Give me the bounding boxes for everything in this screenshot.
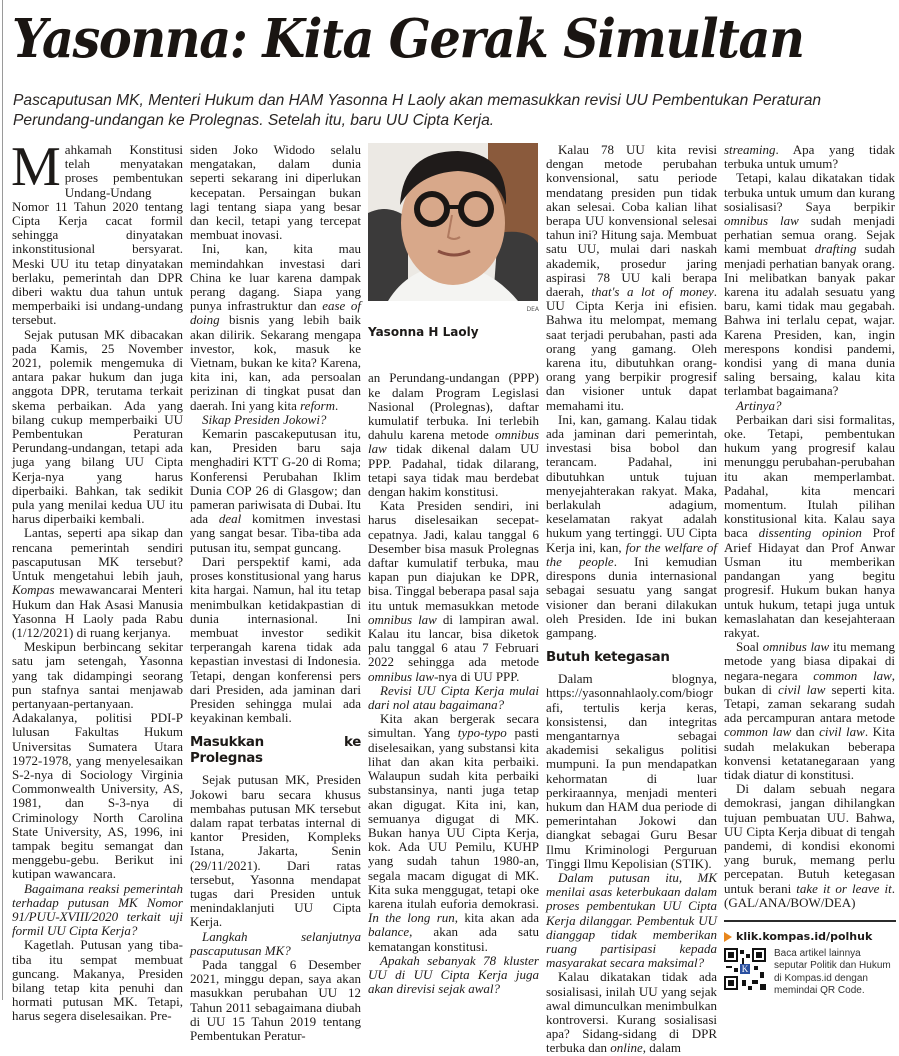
article-column-3 [368,143,539,996]
text-run: . UU Cipta Kerja ini efisien. Bahwa itu melompat, memang saat terjadi perubahan, pasti ada orang yang gamang. Oleh karena itu, dibutuhkan orang-orang yang berpikir progresif dan visioner untuk dapat memahami itu. [546,284,718,413]
article-paragraph [12,526,183,640]
article-paragraph [190,242,361,412]
article-paragraph [190,427,361,555]
text-run: Di dalam sebuah negara demokrasi, jangan dihilangkan tujuan pembuatan UU. Bahwa, UU Cipta Kerja dibuat di tengah pandemi, di kondisi ekonomi yang buruk, memang perlu percepatan. Butuh ketegasan untuk berani [724,781,895,896]
text-run: Lantas, seperti apa sikap dan rencana pemerintah sendiri pascaputusan MK tersebut? Untuk mengetahui lebih jauh, [12,525,183,584]
interview-question [12,882,183,939]
text-run: Meskipun berbincang sekitar satu jam setengah, Yasonna yang tak didampingi seorang pun stafnya santai menjawab pertanyaan-pertanyaan. Adakalanya, politisi PDI-P lulusan Fakultas Hukum Universitas Sumatera Utara 1972-1978, yang menyelesaikan S-2-nya di Sociology Virginia Commonwealth University, AS, 1981, dan S-3-nya di Criminology North Carolina State University, AS, 1996, ini tampak begitu semangat dan menggebu-gebu. Berikut ini kutipan wawancara. [12,639,183,882]
italic-text-run: balance [368,924,410,940]
article-column-1 [11,136,183,1024]
text-run: Sikap Presiden Jokowi? [202,411,327,427]
article-paragraph [12,328,183,527]
text-run: siden Joko Widodo selalu mengatakan, dalam dunia seperti sekarang ini diperlukan kecepatan. Persaingan bukan lagi tentang siapa yang besar dan kecil, tetapi yang tercepat membuat inovasi. [190,142,361,243]
text-run: Butuh ketegasan [546,650,670,666]
article-paragraph [724,143,895,171]
text-run: Tetapi, kalau dikatakan tidak terbuka untuk umum dan kurang sosialisasi? Saya berpikir [724,170,895,214]
article-paragraph [368,499,539,684]
text-run: Ini, kan, gamang. Kalau tidak ada jaminan dari pemerintah, investasi bisa bobol dan terancam. Padahal, ini dibutuhkan untuk tujuan menyejahterakan rakyat. Maka, berlakulah adagium, keselamatan rakyat adalah hukum yang tertinggi. UU Cipta Kerja ini, kan, [546,411,717,555]
text-run: Langkah selanjutnya pascaputusan MK? [190,928,361,958]
text-run: Kita akan bergerak secara simultan. Yang [368,711,539,741]
article-column-2 [190,143,361,1043]
article-paragraph [190,958,361,1043]
article-paragraph [190,773,361,929]
text-run: dan [791,724,820,740]
interview-question [368,954,539,997]
article-paragraph [546,143,717,413]
text-run: Kata Presiden sendiri, ini harus diselesaikan secepat-cepatnya. Jadi, kalau tanggal 6 Desember bisa masuk Prolegnas daftar kumulatif terbuka, mau kapan pun diajukan ke DPR, bisa. Tinggal beberapa pasal saja itu untuk memasukkan metode [368,498,539,613]
article-paragraph [724,782,895,910]
italic-text-run: streaming [724,142,776,157]
text-run: pasti diselesaikan, yang substansi kita lihat dan akan kita perbaiki. Walaupun sudah kita perbaiki substansinya, nanti juga tetap akan digugat. Kita ini, kan, semuanya digugat di MK. Bukan hanya UU Cipta Kerja, kok. Ada UU Pemilu, KUHP yang sudah tahun 1980-an, segala macam digugat di MK. Kita suka menggugat, tetapi oke karena itulah euforia demokrasi. [368,725,539,911]
italic-text-run: omnibus law [368,427,539,457]
italic-text-run: ease of doing [190,298,361,328]
text-run: Prof Arief Hidayat dan Prof Anwar Usman itu memberikan pandangan yang begitu progresif. Hukum bukan hanya untuk hukum, tetapi juga untuk kemaslahatan dan kesejahteraan rakyat. [724,525,895,640]
text-run: Perbaikan dari sisi formalitas, oke. Tetapi, pembentukan hukum yang progresif kalau menunggu perubahan-perubahan itu akan memperlambat. Padahal, kita mencari momentum. Itulah pilihan konstitusional kita. Kalau saya baca [724,411,895,541]
text-run: itu memang metode yang biasa dipakai di negara-negara [724,639,895,683]
headline: Yasonna: Kita Gerak Simultan [12,8,804,70]
italic-text-run: omnibus law [368,668,435,684]
article-paragraph [724,413,895,640]
text-run: Artinya? [736,397,782,413]
italic-text-run: take it or leave it [796,880,892,896]
text-run: seperti kita. Tetapi, zaman sekarang sudah ada percampuran antara metode [724,681,895,726]
kompas-promo-box [724,920,896,998]
italic-text-run: common law [724,724,792,740]
text-run: Apakah sebanyak 78 kluster UU di UU Cipta Kerja juga akan direvisi sejak awal? [368,952,539,997]
photo-credit: DEA [526,306,539,313]
article-paragraph [190,143,361,242]
text-run: Ini, kan, kita mau memindahkan investasi dari China ke luar karena dampak perang dagang. Siapa yang punya infrastruktur dan [190,241,361,314]
interview-question [190,413,361,427]
text-run: , kita akan ada [454,910,539,926]
text-run: tidak dikenal dalam UU PPP. Padahal, tidak dilarang, tetapi saya tidak mau berdebat dengan hakim konstitusi. [368,441,539,500]
interview-question [546,871,717,970]
promo-link-text[interactable]: klik.kompas.id/polhuk [736,929,873,943]
text-run: sudah menjadi perhatian banyak orang. Ini melibatkan banyak pakar karena itu adalah sesuatu yang baru, kami tidak mau gegabah. Bahwa ini terlalu cepat, wajar. Karena Presiden, kan, ingin merespons kondisi pandemi, kondisi yang di mana dunia saling bersaing, kalau kita terlambat bagaimana? [724,241,895,399]
qr-logo-letter: K [741,963,749,974]
promo-divider [724,920,896,922]
text-run: , bukan di [724,667,895,697]
section-heading [190,735,361,767]
article-column-5 [724,143,895,998]
interview-question [724,399,895,413]
italic-text-run: reform [300,397,335,413]
article-paragraph [12,640,183,881]
italic-text-run: for the welfare of the people [546,539,717,569]
text-run: Masukkan ke Prolegnas [190,735,361,767]
text-run: Dalam blognya, https://yasonnahlaoly.com/biografi, tertulis kerja keras, konsistensi, dan integritas mengantarnya sebagai akademisi sekaligus politisi mumpuni. Ia pun mendapatkan kehormatan di luar perkiraannya, menjadi menteri hukum dan HAM dua periode di pemerintahan Jokowi dan diangkat sebagai Guru Besar Ilmu Kriminologi Perguruan Tinggi Ilmu Kepolisian (STIK). [546,671,717,871]
article-paragraph [190,555,361,725]
photo-caption: Yasonna H Laoly [368,325,479,340]
drop-cap: M [11,136,61,198]
qr-code-icon[interactable] [724,948,766,990]
deck-subtitle: Pascaputusan MK, Menteri Hukum dan HAM Yasonna H Laoly akan memasukkan revisi UU Pembentukan Peraturan Perundang-undangan ke Prolegnas. Setelah itu, baru UU Cipta Kerja. [13,92,822,129]
promo-description: Baca artikel lainnya seputar Politik dan Hukum di Kompas.id dengan memindai QR Code. [774,947,891,997]
text-run: Soal [736,639,763,655]
text-run: mewawancarai Menteri Hukum dan Hak Asasi Manusia Yasonna H Laoly pada Rabu (1/12/2021) di ruang kerjanya. [12,582,183,640]
article-paragraph [546,413,717,640]
text-run: komitmen investasi yang sangat besar. Tiba-tiba ada putusan itu, sempat guncang. [190,511,361,555]
text-run: Pada tanggal 6 Desember 2021, minggu depan, saya akan masukkan perubahan UU 12 Tahun 2011 sebagaimana diubah di UU 15 Tahun 2019 tentang Pembentukan Peratur- [190,956,361,1043]
italic-text-run: Kompas [12,582,55,598]
text-run: . [335,397,339,413]
italic-text-run: common law [813,667,892,683]
text-run: Dari perspektif kami, ada proses konstitusional yang harus kita hargai. Namun, hal itu tetap menimbulkan ketidakpastian di dunia internasional. Ini membuat investor sedikit terperangah karena tidak ada kepastian investasi di Indonesia. Tetapi, dengan konferensi pers dari Presiden, ada jaminan dari Presiden sehingga mulai ada keyakinan kembali. [190,553,361,726]
text-run: Kagetlah. Putusan yang tiba-tiba itu sempat membuat guncang. Makanya, Presiden bilang tetap kita penuhi dan hormati putusan MK. Tetapi, harus segera diselesaikan. Pre- [12,937,183,1024]
text-run: Kalau dikatakan tidak ada sosialisasi, inilah UU yang sejak awal dimunculkan menimbulkan kontroversi. Kurang sosialisasi apa? Sidang-sidang di DPR terbuka dan [546,969,717,1056]
italic-text-run: typo-typo [457,725,507,741]
italic-text-run: omnibus law [762,639,830,655]
article-paragraph [546,970,717,1055]
text-run: Dalam putusan itu, MK menilai asas keterbukaan dalam proses pembentukan UU Cipta Kerja dilanggar. Pembentuk UU dianggap tidak memberikan ruang partisipasi kepada masyarakat secara maksimal? [546,869,717,971]
promo-link[interactable] [724,930,896,944]
article-paragraph [724,171,895,398]
section-heading [546,650,717,666]
italic-text-run: dissenting opinion [758,525,862,541]
italic-text-run: omnibus law [368,611,437,627]
text-run: Bagaimana reaksi pemerintah terhadap putusan MK Nomor 91/PUU-XVIII/2020 terkait uji formil UU Cipta Kerja? [12,880,183,939]
play-arrow-icon [724,932,732,942]
text-run: an Perundang-undangan (PPP) ke dalam Program Legislasi Nasional (Prolegnas), daftar kumulatif terbuka. Ini terlebih dahulu karena metode [368,370,539,443]
text-run: Kalau 78 UU kita revisi dengan metode perubahan konvensional, satu periode mendatang presiden pun tidak akan selesai. Coba kalian lihat berapa UU konvensional selesai tahun ini? Hitung saja. Membuat satu UU, mulai dari naskah akademik, prosedur jaring aspirasi 78 UU kali berapa daerah, [546,142,717,300]
text-run: , akan ada satu kematangan konstitusi. [368,924,539,954]
text-run: Revisi UU Cipta Kerja mulai dari nol atau bagaimana? [368,682,539,713]
text-run: -nya di UU PPP. [434,668,520,684]
text-run: . Kita sudah melakukan beberapa konvensi ketatanegaraan yang tidak diatur di konstitusi. [724,724,895,782]
article-paragraph [11,136,183,328]
article-paragraph [368,712,539,953]
page-edge-line [2,0,3,1000]
article-paragraph [546,672,717,871]
text-run: di lampiran awal. Kalau itu lancar, bisa diketok palu tanggal 6 atau 7 Februari 2022 sehingga ada metode [368,611,540,670]
article-paragraph [724,640,895,782]
text-run: . Apa yang tidak terbuka untuk umum? [724,142,895,172]
italic-text-run: omnibus law [724,213,799,229]
text-run: Sejak putusan MK, Presiden Jokowi baru secara khusus membahas putusan MK tersebut dalam rapat terbatas internal di kantor Presiden, Kompleks Istana, Jakarta, Senin (29/11/2021). Dari ratas tersebut, Yasonna mendapat tugas dari Presiden untuk menindaklanjuti UU Cipta Kerja. [190,772,361,930]
text-run: ahkamah Konstitusi telah menyatakan proses pembentukan Undang-Undang Nomor 11 Tahun 2020 tentang Cipta Kerja cacat formil sehingga dinyatakan inkonstitusional bersyarat. Meski UU itu tetap dinyatakan berlaku, pemerintah dan DPR diberi waktu dua tahun untuk memperbaiki isi undang-undang tersebut. [12,142,183,328]
italic-text-run: online [610,1040,643,1056]
italic-text-run: deal [218,511,242,527]
italic-text-run: civil law [819,724,865,740]
text-run: . (GAL/ANA/BOW/DEA) [724,880,895,910]
text-run: bisnis yang lebih baik akan dilirik. Sekarang mengapa investor, kok, masuk ke Vietnam, bukan ke kita? Karena, kita ini, kan, ada persoalan perizinan di tingkat pusat dan daerah. Ini yang kita [190,312,361,413]
italic-text-run: that's a lot of money [591,284,714,300]
text-run: Kemarin pascakeputusan itu, kan, Presiden baru saja menghadiri KTT G-20 di Roma; Konferensi Perubahan Iklim Dunia COP 26 di Glasgow; dan pameran pariwisata di Dubai. Itu ada [190,426,361,527]
interview-question [368,684,539,712]
text-run: sudah menjadi perhatian semua orang. Sejak kami membuat [724,213,895,257]
italic-text-run: civil law [778,681,826,697]
italic-text-run: drafting [814,241,857,257]
article-paragraph [368,371,539,499]
portrait-photo [368,143,538,301]
article-paragraph [12,938,183,1023]
text-run: , dalam [642,1040,682,1056]
italic-text-run: In the long run [368,910,455,926]
interview-question [190,930,361,958]
text-run: Sejak putusan MK dibacakan pada Kamis, 25 November 2021, polemik mengemuka di antara pakar hukum dan juga anggota DPR, terutama terkait skema perbaikan. Ada yang bilang cukup memperbaiki UU Pembentukan Peraturan Perundang-undangan, tetapi ada juga yang bilang UU Cipta Kerja-nya yang harus diperbaiki. Bahkan, tak sedikit pula yang menilai kedua UU itu harus diperbaiki kembali. [12,326,183,527]
text-run: . Ini kemudian direspons dunia internasional sebagai sesuatu yang sangat visioner dan berani dilakukan oleh Presiden. Ide ini bukan gampang. [546,553,717,640]
article-column-4 [546,143,717,1056]
